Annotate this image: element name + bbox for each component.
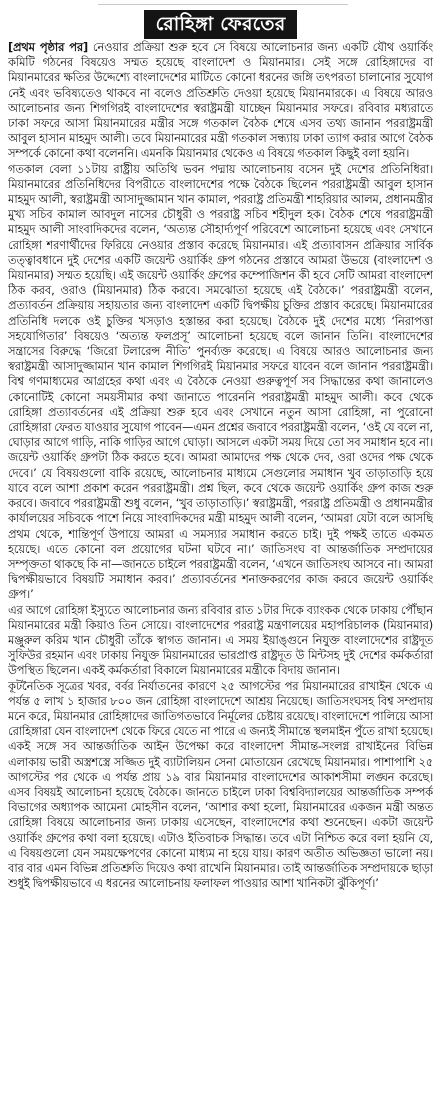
paragraph-text: নেওয়ার প্রক্রিয়া শুরু হবে সে বিষয়ে আলোচনার জন্য একটি যৌথ ওয়ার্কিং কমিটি গঠনের বিষয়েও সম্মত হয়েছে বাংলাদেশ ও মিয়ানমার। সেই সঙ্গে রোহিঙ্গাদের বা মিয়ানমারের ক্ষতির উদ্দেশ্যে বাংলাদেশের মাটিতে কোনো ধরনের জঙ্গি তৎপরতা চালানোর সুযোগ নেই এবং ভবিষ্যতেও থাকবে না বলেও প্রতিশ্রুতি দেওয়া হয়েছে মিয়ানমারকে। এ বিষয়ে আরও আলোচনার জন্য শিগগিরই বাংলাদেশের স্বরাষ্ট্রমন্ত্রী যাচ্ছেন মিয়ানমার সফরে। রবিবার মধ্যরাতে ঢাকা সফরে আসা মিয়ানমারের মন্ত্রীর সঙ্গে গতকাল বৈঠক শেষে এসব তথ্য জানান পররাষ্ট্রমন্ত্রী আবুল হাসান মাহমুদ আলী। তবে মিয়ানমারের মন্ত্রী গতকাল সন্ধ্যায় ঢাকা ত্যাগ করার আগে বৈঠক সম্পর্কে কোনো কথা বলেননি। এমনকি মিয়ানমার থেকেও এ বিষয়ে গতকাল কিছুই বলা হয়নি।	[8, 40, 433, 161]
article-paragraph: কূটনৈতিক সূত্রের খবর, বর্বর নির্যাতনের কারণে ২৫ আগস্টের পর মিয়ানমারের রাখাইন থেকে এ পর্যন্ত ৫ লাখ ১ হাজার ৮০০ জন রোহিঙ্গা বাংলাদেশে আশ্রয় নিয়েছে। জাতিসংঘসহ বিশ্ব সম্প্রদায় মনে করে, মিয়ানমার রোহিঙ্গাদের জাতিগতভাবে নির্মূলের চেষ্টায় রয়েছে। বাংলাদেশে পালিয়ে আসা রোহিঙ্গারা যেন বাংলাদেশ থেকে ফিরে যেতে না পারে এ জন্যই সীমান্তে স্থলমাইন পুঁতে রাখা হয়েছে। একই সঙ্গে সব আন্তর্জাতিক আইন উপেক্ষা করে বাংলাদেশ সীমান্ত-সংলগ্ন রাখাইনের বিভিন্ন এলাকায় ভারী অস্ত্রশস্ত্রে সজ্জিত দুই ব্যাটালিয়ন সেনা মোতায়েন রেখেছে মিয়ানমার। পাশাপাশি ২৫ আগস্টের পর থেকে এ পর্যন্ত প্রায় ১৯ বার মিয়ানমার বাংলাদেশের আকাশসীমা লঙ্ঘন করেছে। এসব বিষয়ই আলোচনা হয়েছে বৈঠকে। জানতে চাইলে ঢাকা বিশ্ববিদ্যালয়ের আন্তর্জাতিক সম্পর্ক বিভাগের অধ্যাপক আমেনা মোহসীন বলেন, ‘আশার কথা হলো, মিয়ানমারের একজন মন্ত্রী অন্তত রোহিঙ্গা বিষয়ে আলোচনার জন্য ঢাকায় এসেছেন, বাংলাদেশের কথা শুনেছেন। একটা জয়েন্ট ওয়ার্কিং গ্রুপের কথা বলা হয়েছে। এটাও ইতিবাচক সিদ্ধান্ত। তবে এটা নিশ্চিত করে বলা হয়নি যে, এ বিষয়গুলো যেন সময়ক্ষেপণের কোনো মাধ্যম না হয়ে যায়। কারণ অতীত অভিজ্ঞতা ভালো নয়। বার বার এমন বিভিন্ন প্রতিশ্রুতি দিয়েও কথা রাখেনি মিয়ানমার। তাই আন্তর্জাতিক সম্প্রদায়কে ছাড়া শুধুই দ্বিপক্ষীয়ভাবে এ ধরনের আলোচনায় ফলাফল পাওয়ার আশা খানিকটা ঝুঁকিপূর্ণ।’	[8, 678, 433, 891]
article-paragraph: এর আগে রোহিঙ্গা ইস্যুতে আলোচনার জন্য রবিবার রাত ১টার দিকে ব্যাংকক থেকে ঢাকায় পৌঁছান মিয়ানমারের মন্ত্রী কিয়াও তিন সোয়ে। বাংলাদেশের পররাষ্ট্র মন্ত্রণালয়ের মহাপরিচালক (মিয়ানমার) মঞ্জুরুল করিম খান চৌধুরী তাঁকে স্বাগত জানান। এ সময় ইয়াঙ্গুনে নিযুক্ত বাংলাদেশের রাষ্ট্রদূত সুফিউর রহমান এবং ঢাকায় নিযুক্ত মিয়ানমারের ভারপ্রাপ্ত রাষ্ট্রদূত উ মিন্টসহ দুই দেশের কর্মকর্তারা উপস্থিত ছিলেন। একই কর্মকর্তারা বিকালে মিয়ানমারের মন্ত্রীকে বিদায় জানান।	[8, 602, 433, 678]
article-paragraph: গতকাল বেলা ১১টায় রাষ্ট্রীয় অতিথি ভবন পদ্মায় আলোচনায় বসেন দুই দেশের প্রতিনিধিরা। মিয়ানমারের প্রতিনিধিদের বিপরীতে বাংলাদেশের পক্ষে বৈঠকে ছিলেন পররাষ্ট্রমন্ত্রী আবুল হাসান মাহমুদ আলী, স্বরাষ্ট্রমন্ত্রী আসাদুজ্জামান খান কামাল, পররাষ্ট্র প্রতিমন্ত্রী শাহরিয়ার আলম, প্রধানমন্ত্রীর মুখ্য সচিব কামাল আবদুল নাসের চৌধুরী ও পররাষ্ট্র সচিব শহীদুল হক। বৈঠক শেষে পররাষ্ট্রমন্ত্রী মাহমুদ আলী সাংবাদিকদের বলেন, ‘অত্যন্ত সৌহার্দ্যপূর্ণ পরিবেশে আলোচনা হয়েছে এবং সেখানে রোহিঙ্গা শরণার্থীদের ফিরিয়ে নেওয়ার প্রস্তাব করেছে মিয়ানমার। এই প্রত্যাবাসন প্রক্রিয়ার সার্বিক তত্ত্বাবধানে দুই দেশের একটি জয়েন্ট ওয়ার্কিং গ্রুপ গঠনের প্রস্তাবে আমরা উভয়ে (বাংলাদেশ ও মিয়ানমার) সম্মত হয়েছি। এই জয়েন্ট ওয়ার্কিং গ্রুপের কম্পোজিশন কী হবে সেটি আমরা বাংলাদেশ ঠিক করব, ওরাও (মিয়ানমার) ঠিক করবে। সমঝোতা হয়েছে এই বৈঠকে।’ পররাষ্ট্রমন্ত্রী বলেন, প্রত্যাবর্তন প্রক্রিয়ায় সহায়তার জন্য বাংলাদেশ একটি দ্বিপক্ষীয় চুক্তির প্রস্তাব করেছে। মিয়ানমারের প্রতিনিধি দলকে ওই চুক্তির খসড়াও হস্তান্তর করা হয়েছে। বৈঠকে দুই দেশের মধ্যে ‘নিরাপত্তা সহযোগিতার’ বিষয়েও ‘অত্যন্ত ফলপ্রসূ’ আলোচনা হয়েছে বলে জানান তিনি। বাংলাদেশের সন্ত্রাসের বিরুদ্ধে ‘জিরো টলারেন্স নীতি’ পুনর্ব্যক্ত করেছে। এ বিষয়ে আরও আলোচনার জন্য স্বরাষ্ট্রমন্ত্রী আসাদুজ্জামান খান কামাল শিগগিরই মিয়ানমার সফরে যাবেন বলে জানান পররাষ্ট্রমন্ত্রী। বিশ্ব গণমাধ্যমের আগ্রহের কথা এবং এ বৈঠকে নেওয়া গুরুত্বপূর্ণ সব সিদ্ধান্তের কথা জানালেও কোনোটিই কোনো সময়সীমার কথা জানাতে পারেননি পররাষ্ট্রমন্ত্রী মাহমুদ আলী। কবে থেকে রোহিঙ্গা প্রত্যাবর্তনের এই প্রক্রিয়া শুরু হবে এবং সেখানে নতুন আসা রোহিঙ্গা, না পুরোনো রোহিঙ্গারা ফেরত যাওয়ার সুযোগ পাবেন—এমন প্রশ্নের জবাবে পররাষ্ট্রমন্ত্রী বলেন, ‘ওই যে বলে না, ঘোড়ার আগে গাড়ি, নাকি গাড়ির আগে ঘোড়া। আসলে একটা সময় দিয়ে তো সব সমাধান হবে না। জয়েন্ট ওয়ার্কিং গ্রুপটা ঠিক করতে হবে। আমরা আমাদের পক্ষ থেকে দেব, ওরা ওদের পক্ষ থেকে দেবে।’ যে বিষয়গুলো বাকি রয়েছে, আলোচনার মাধ্যমে সেগুলোর সমাধান খুব তাড়াতাড়ি হয়ে যাবে বলে আশা প্রকাশ করেন পররাষ্ট্রমন্ত্রী। প্রশ্ন ছিল, কবে থেকে জয়েন্ট ওয়ার্কিং গ্রুপ কাজ শুরু করবে। জবাবে পররাষ্ট্রমন্ত্রী শুধু বলেন, ‘খুব তাড়াতাড়ি।’ স্বরাষ্ট্রমন্ত্রী, পররাষ্ট্র প্রতিমন্ত্রী ও প্রধানমন্ত্রীর কার্যালয়ের সচিবকে পাশে নিয়ে সাংবাদিকদের মন্ত্রী মাহমুদ আলী বলেন, ‘আমরা যেটা বলে আসছি প্রথম থেকে, শান্তিপূর্ণ উপায়ে আমরা এ সমস্যার সমাধান করতে চাই। দুই পক্ষই তাতে একমত হয়েছে। এতে কোনো বল প্রয়োগের ঘটনা ঘটবে না।’ জাতিসংঘ বা আন্তর্জাতিক সম্প্রদায়ের সম্পৃক্ততা থাকছে কি না—জানতে চাইলে পররাষ্ট্রমন্ত্রী বলেন, ‘এখনে জাতিসংঘ আসবে না। আমরা দ্বিপক্ষীয়ভাবে বিষয়টি সমাধান করব।’ প্রত্যাবর্তনের শনাক্তকরণের কাজ করবে জয়েন্ট ওয়ার্কিং গ্রুপ।’	[8, 161, 433, 602]
headline: রোহিঙ্গা ফেরতের	[144, 10, 298, 39]
article-paragraph	[8, 40, 433, 162]
clipped-header-remnant	[98, 0, 348, 5]
article-body	[8, 40, 433, 1092]
headline-container	[0, 10, 441, 40]
clipped-header-strip	[0, 0, 441, 10]
continuation-label: [প্রথম পৃষ্ঠার পর]	[8, 40, 89, 54]
